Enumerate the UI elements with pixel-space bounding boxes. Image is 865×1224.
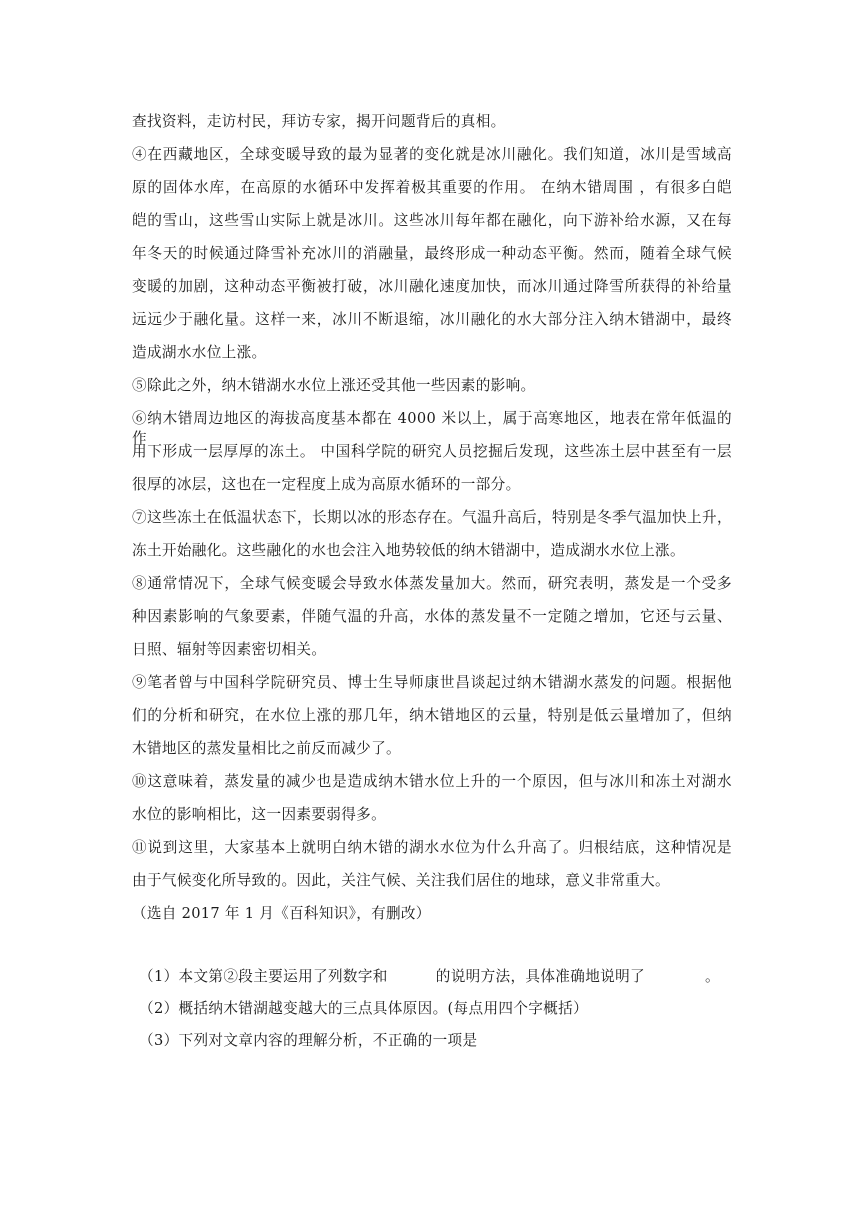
paragraph-6-line: 用下形成一层厚厚的冻土。 中国科学院的研究人员挖掘后发现，这些冻土层中甚至有一层 — [132, 443, 732, 460]
paragraph-8-line: 种因素影响的气象要素，伴随气温的升高，水体的蒸发量不一定随之增加，它还与云量、 — [132, 608, 732, 625]
paragraph-9-line: 们的分析和研究，在水位上涨的那几年，纳木错地区的云量，特别是低云量增加了，但纳 — [132, 707, 732, 724]
paragraph-4-line: 变暖的加剧，这种动态平衡被打破，冰川融化速度加快，而冰川通过降雪所获得的补给量 — [132, 278, 732, 295]
question-1-text-a: （1）本文第②段主要运用了列数字和 — [139, 968, 388, 985]
paragraph-4-line: 原的固体水库，在高原的水循环中发挥着极其重要的作用。 在纳木错周围 ，有很多白皑 — [132, 179, 732, 196]
paragraph-6-line: 很厚的冰层，这也在一定程度上成为高原水循环的一部分。 — [132, 476, 521, 493]
paragraph-10-line: 水位的影响相比，这一因素要弱得多。 — [132, 806, 387, 823]
paragraph-4-line: 年冬天的时候通过降雪补充冰川的消融量，最终形成一种动态平衡。然而，随着全球气候 — [132, 245, 732, 262]
paragraph-10-line: ⑩这意味着，蒸发量的减少也是造成纳木错水位上升的一个原因，但与冰川和冻土对湖水 — [132, 773, 732, 790]
question-1-text-c: 。 — [704, 968, 720, 985]
paragraph-11-line: ⑪说到这里，大家基本上就明白纳木错的湖水水位为什么升高了。归根结底，这种情况是 — [132, 839, 732, 856]
paragraph-7-line: 冻土开始融化。这些融化的水也会注入地势较低的纳木错湖中，造成湖水水位上涨。 — [132, 542, 685, 559]
paragraph-8-line: ⑧通常情况下，全球气候变暖会导致水体蒸发量加大。然而，研究表明，蒸发是一个受多 — [132, 575, 732, 592]
text-line: 查找资料，走访村民，拜访专家，揭开问题背后的真相。 — [132, 113, 506, 130]
question-3: （3）下列对文章内容的理解分析，不正确的一项是 — [139, 1032, 478, 1049]
paragraph-9-line: 木错地区的蒸发量相比之前反而减少了。 — [132, 740, 401, 757]
source-citation: （选自 2017 年 1 月《百科知识》，有删改） — [132, 905, 431, 922]
paragraph-7-line: ⑦这些冻土在低温状态下，长期以冰的形态存在。气温升高后，特别是冬季气温加快上升， — [132, 509, 732, 526]
paragraph-9-line: ⑨笔者曾与中国科学院研究员、博士生导师康世昌谈起过纳木错湖水蒸发的问题。根据他 — [132, 674, 732, 691]
paragraph-4-line: 造成湖水水位上涨。 — [132, 344, 267, 361]
paragraph-6-line: ⑥纳木错周边地区的海拔高度基本都在 4000 米以上，属于高寒地区，地表在常年低温的作 — [132, 410, 732, 447]
paragraph-8-line: 日照、辐射等因素密切相关。 — [132, 641, 327, 658]
question-1 — [139, 967, 739, 987]
question-1-text-b: 的说明方法，具体准确地说明了 — [435, 968, 645, 985]
paragraph-4-line: 远远少于融化量。这样一来，冰川不断退缩，冰川融化的水大部分注入纳木错湖中，最终 — [132, 311, 732, 328]
paragraph-11-line: 由于气候变化所导致的。因此，关注气候、关注我们居住的地球，意义非常重大。 — [132, 872, 670, 889]
paragraph-5-line: ⑤除此之外，纳木错湖水水位上涨还受其他一些因素的影响。 — [132, 377, 536, 394]
question-2: （2）概括纳木错湖越变越大的三点具体原因。(每点用四个字概括） — [139, 1000, 589, 1017]
paragraph-4-line: ④在西藏地区，全球变暖导致的最为显著的变化就是冰川融化。我们知道，冰川是雪域高 — [132, 146, 732, 163]
paragraph-4-line: 皑的雪山，这些雪山实际上就是冰川。这些冰川每年都在融化，向下游补给水源，又在每 — [132, 212, 732, 229]
